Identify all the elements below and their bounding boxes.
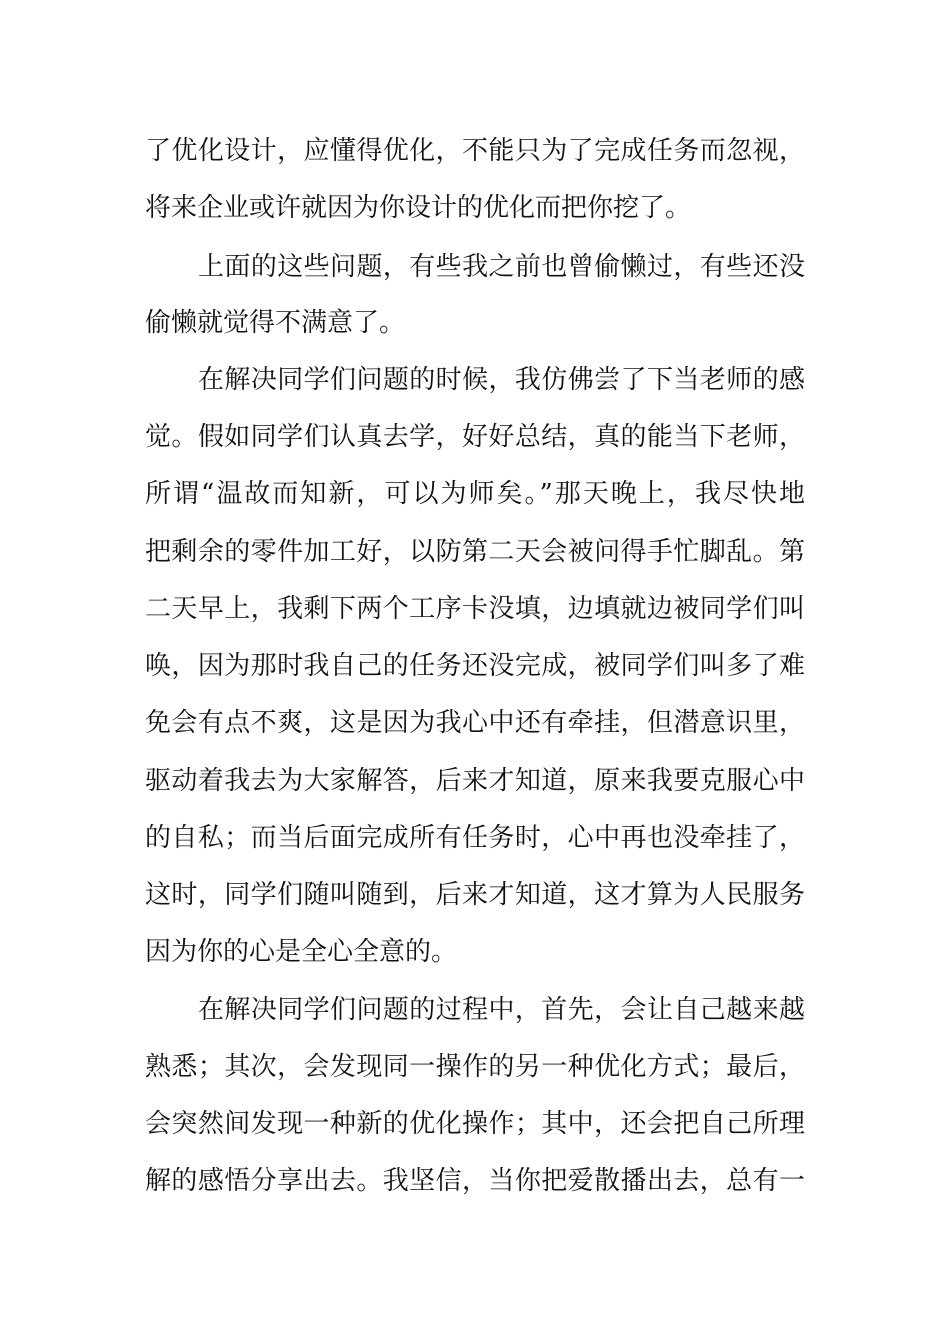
paragraph-first-line: 上面的这些问题，有些我之前也曾偷懒过，有些还没 (198, 252, 805, 282)
text-line: 的自私；而当后面完成所有任务时，心中再也没牵挂了， (145, 823, 805, 853)
text-line: 把剩余的零件加工好，以防第二天会被问得手忙脚乱。第 (145, 537, 805, 567)
text-line: 会突然间发现一种新的优化操作；其中，还会把自己所理 (145, 1109, 805, 1139)
paragraph-first-line: 在解决同学们问题的过程中，首先，会让自己越来越 (198, 995, 805, 1025)
text-line: 驱动着我去为大家解答，后来才知道，原来我要克服心中 (145, 766, 805, 796)
text-line: 因为你的心是全心全意的。 (145, 937, 458, 967)
text-line: 将来企业或许就因为你设计的优化而把你挖了。 (145, 193, 692, 223)
paragraph-first-line: 在解决同学们问题的时候，我仿佛尝了下当老师的感 (198, 365, 805, 395)
text-line: 熟悉；其次，会发现同一操作的另一种优化方式；最后， (145, 1052, 805, 1082)
text-line: 偷懒就觉得不满意了。 (145, 308, 406, 338)
text-line: 所谓“温故而知新，可以为师矣。”那天晚上，我尽快地 (145, 479, 805, 509)
text-line: 二天早上，我剩下两个工序卡没填，边填就边被同学们叫 (145, 594, 805, 624)
text-line: 觉。假如同学们认真去学，好好总结，真的能当下老师， (145, 422, 805, 452)
text-line: 唤，因为那时我自己的任务还没完成，被同学们叫多了难 (145, 651, 805, 681)
text-line: 免会有点不爽，这是因为我心中还有牵挂，但潜意识里， (145, 708, 805, 738)
text-line: 这时，同学们随叫随到，后来才知道，这才算为人民服务 (145, 880, 805, 910)
text-line: 了优化设计，应懂得优化，不能只为了完成任务而忽视， (145, 136, 805, 166)
text-line: 解的感悟分享出去。我坚信，当你把爱散播出去，总有一 (145, 1166, 805, 1196)
